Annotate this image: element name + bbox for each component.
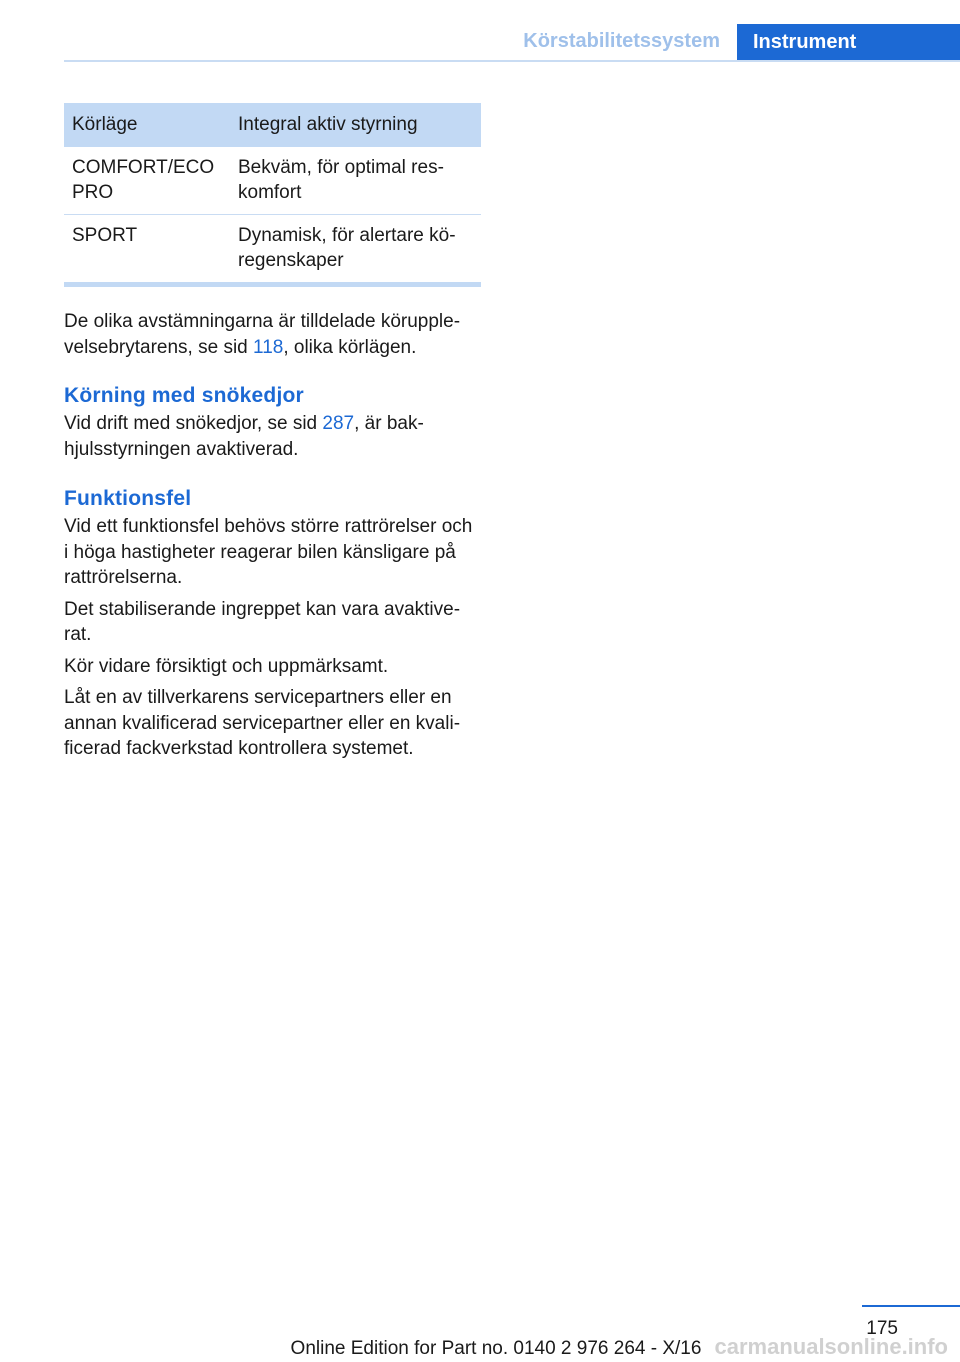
table-cell-steering: Bekväm, för optimal reskomfort <box>230 147 481 215</box>
intro-paragraph <box>64 309 481 360</box>
snow-chains-text: Vid drift med snökedjor, se sid <box>64 413 323 434</box>
table-cell-mode: COMFORT/ECO PRO <box>64 147 230 215</box>
table-row <box>64 215 481 283</box>
fault-paragraph-2: Det stabiliserande ingreppet kan vara avaktiverat. <box>64 598 461 645</box>
drive-mode-table <box>64 103 481 282</box>
table-cell-steering: Dynamisk, för alertare köregenskaper <box>238 225 456 271</box>
intro-text: De olika avstämningarna är tilldelade körupplevelsebrytarens, se sid <box>64 311 461 358</box>
heading-snow-chains: Körning med snökedjor <box>64 384 304 407</box>
fault-paragraph-1: Vid ett funktionsfel behövs större rattrörelser och i höga hastigheter reagerar bilen känsligare på rattrörelserna. <box>64 516 473 588</box>
watermark: carmanualsonline.info <box>714 1334 948 1359</box>
edition-text: Online Edition for Part no. 0140 2 976 264 - X/16 <box>290 1338 702 1359</box>
page-link-118[interactable]: 118 <box>253 336 284 358</box>
footer-rule <box>862 1305 960 1307</box>
table-header-mode: Körläge <box>64 103 230 147</box>
table-cell-mode: SPORT <box>72 225 138 246</box>
page-number: 175 <box>866 1318 898 1339</box>
section-title: Körstabilitetssystem <box>523 30 720 52</box>
header-divider <box>64 60 960 62</box>
table-bottom-rule <box>64 282 481 287</box>
intro-text-end: , olika körlägen. <box>283 336 417 358</box>
table-header-row <box>64 103 481 147</box>
table-header-steering: Integral aktiv styrning <box>230 103 481 147</box>
heading-fault: Funktionsfel <box>64 487 192 510</box>
page-header <box>0 0 960 62</box>
fault-paragraph-3: Kör vidare försiktigt och uppmärksamt. <box>64 655 389 677</box>
snow-chains-text-end: , är bakhjulsstyrningen avaktiverad. <box>64 413 424 460</box>
main-content <box>64 103 481 762</box>
chapter-tab[interactable]: Instrument <box>737 24 960 62</box>
page-link-287[interactable]: 287 <box>322 413 355 434</box>
snow-chains-paragraph <box>64 411 481 462</box>
fault-paragraph-4: Låt en av tillverkarens servicepartners eller en annan kvalificerad servicepartner eller en kvalificerad fackverkstad kontrollera systemet. <box>64 687 461 759</box>
table-row <box>64 147 481 215</box>
